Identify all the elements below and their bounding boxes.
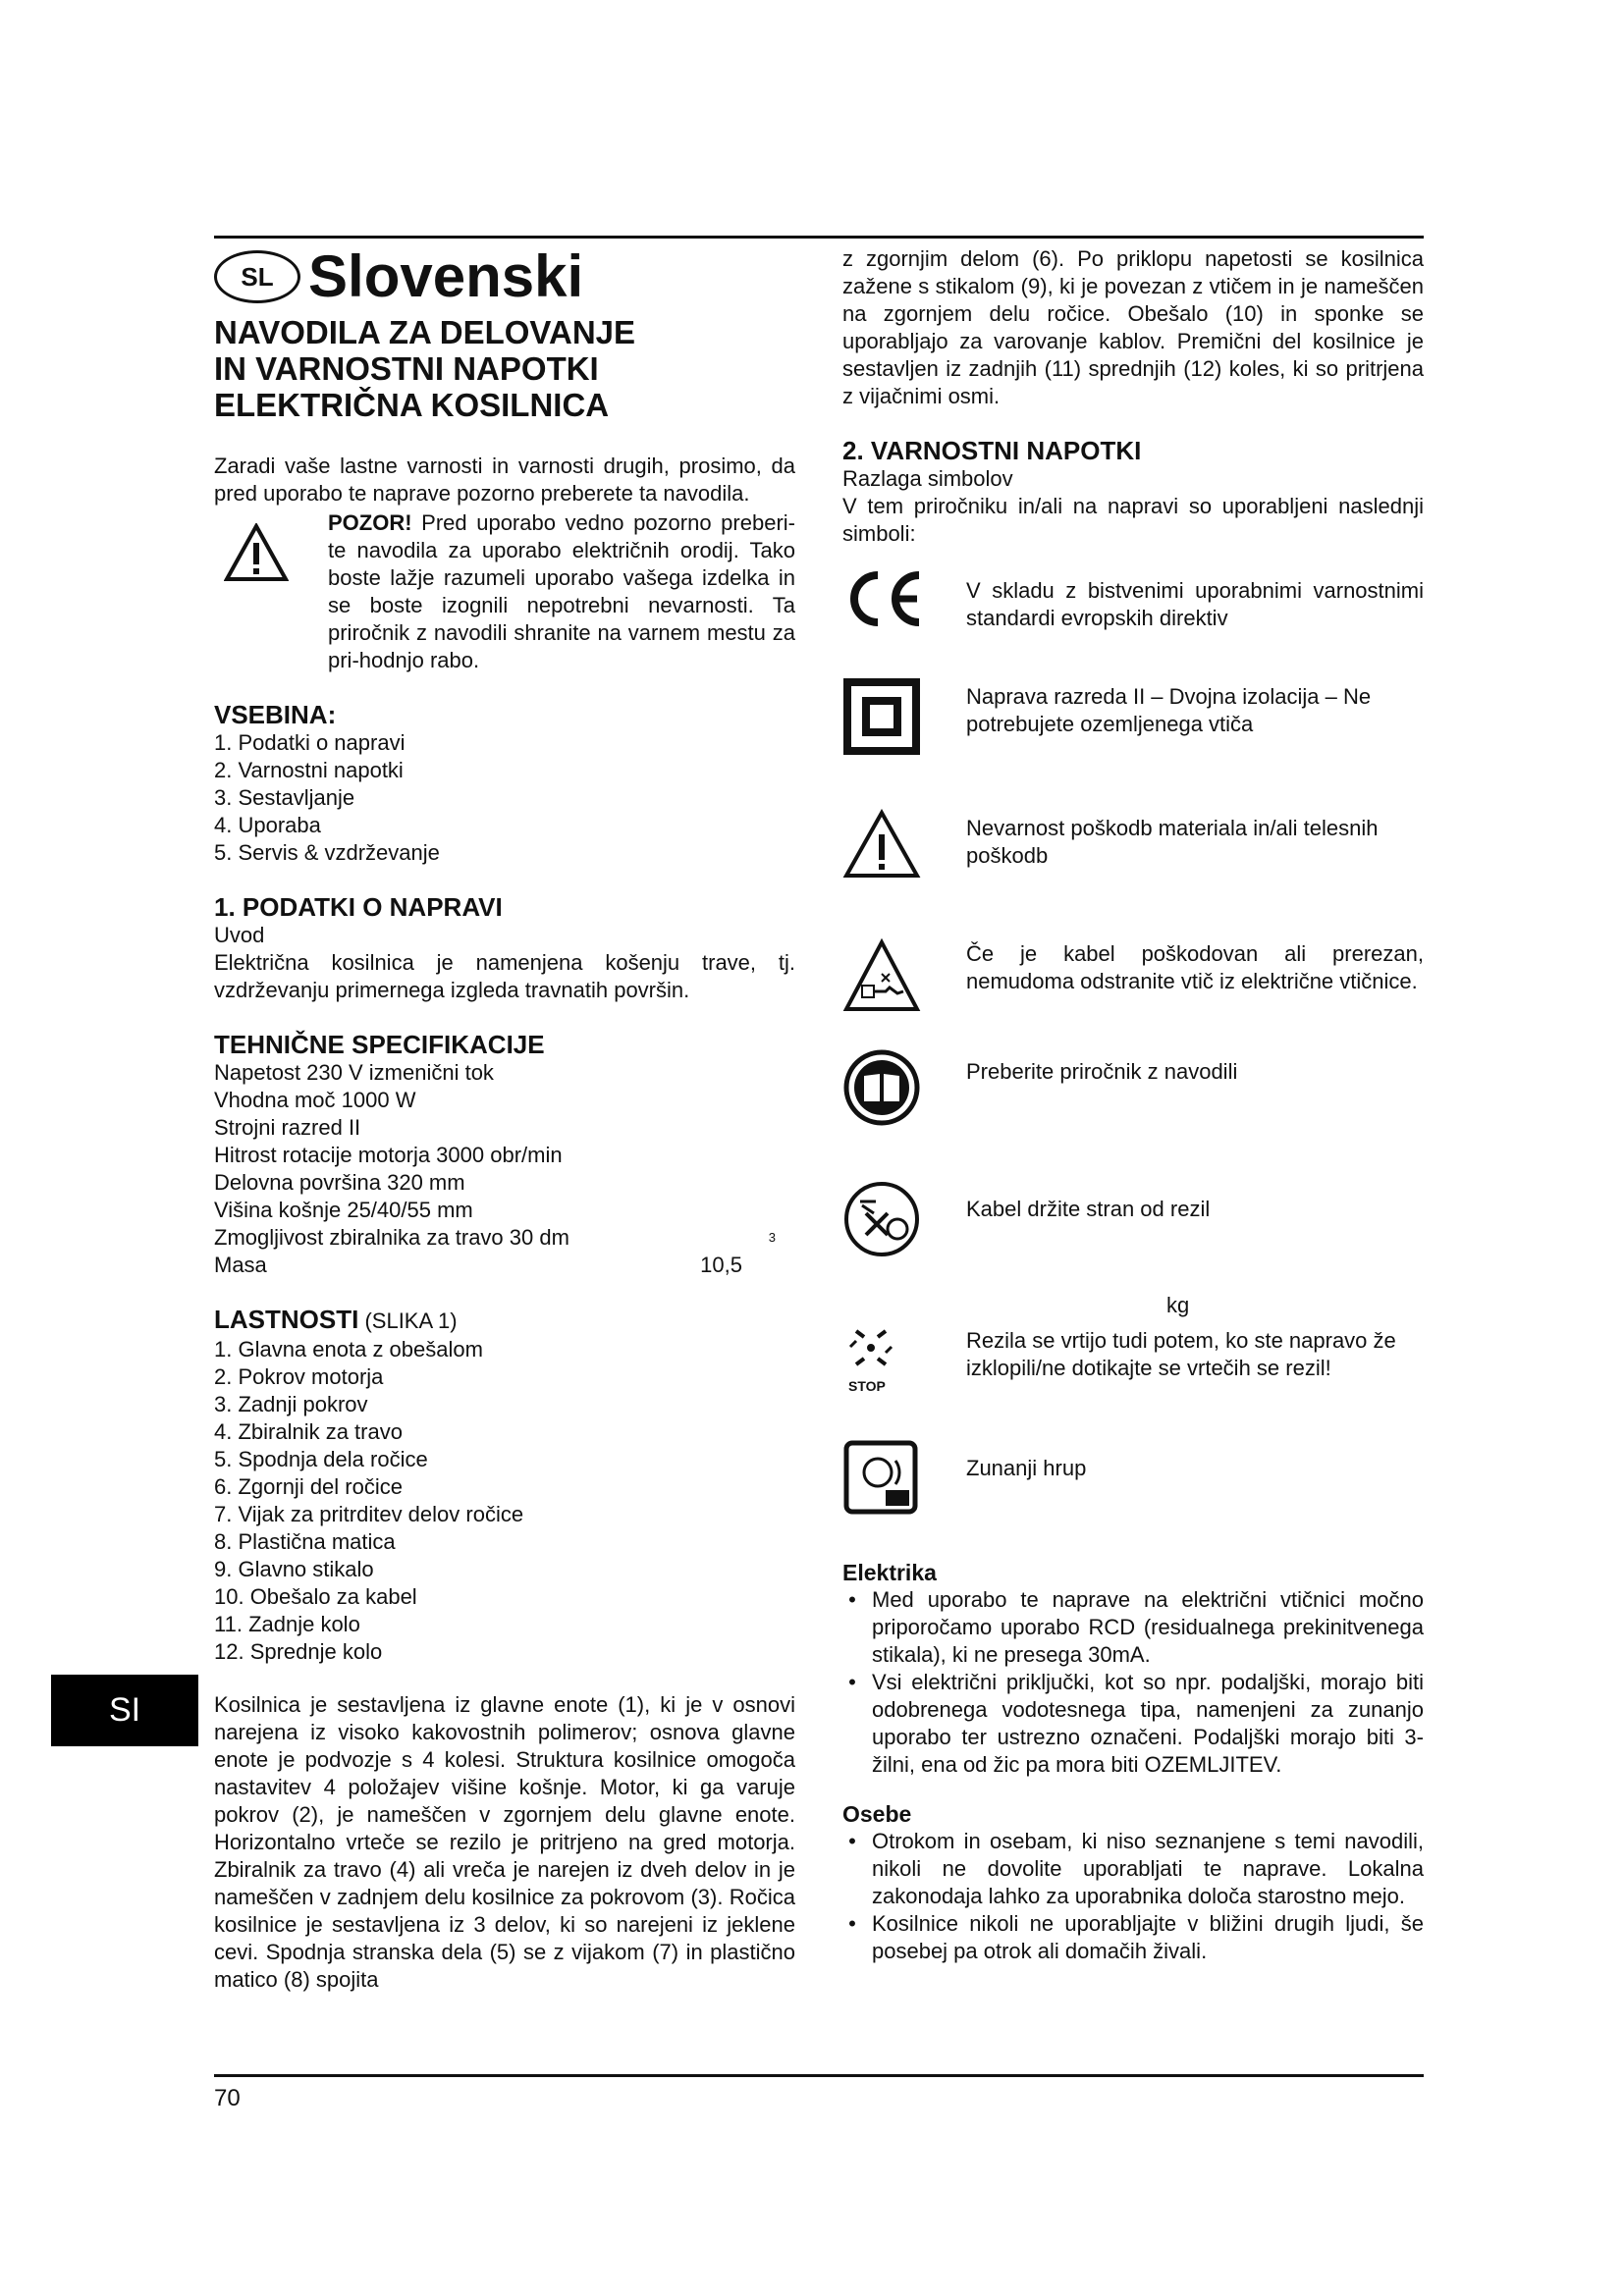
section2: [842, 436, 1424, 548]
language-brand: [214, 245, 795, 308]
capacity-sup: 3: [768, 1230, 776, 1245]
title-line: ELEKTRIČNA KOSILNICA: [214, 387, 610, 423]
features-description: Kosilnica je sestavljena iz glavne enote (1), ki je v osnovi narejena iz visoko kakovostnih polimerov; osnova glavne enote je podvozje s 4 kolesi. Struktura kosilnice omogoča nastavitev 4 položajev višine košnje. Motor, ki ga varuje pokrov (2), je nameščen v zgornjem delu glavne enote. Horizontalno vrteče se rezilo je pritrjeno na gred motorja. Zbiralnik za travo (4) ali vreča je narejen iz dveh delov in je nameščen v zadnjem delu kosilnice za pokrovom (3). Ročica kosilnice je sestavljena iz 3 delov, ki so narejeni iz jeklene cevi. Spodnja stranska dela (5) se z vijakom (7) in plastično matico (8) spojita: [214, 1692, 795, 1992]
caution-text: [328, 509, 795, 674]
section2-intro: V tem priročniku in/ali na napravi so uporabljeni naslednji simboli:: [842, 494, 1424, 546]
symbol-icon-cell: [842, 1439, 966, 1516]
intro-text: Zaradi vaše lastne varnosti in varnosti drugih, prosimo, da pred uporabo te naprave pozorno preberete ta navodila.: [214, 454, 795, 506]
list-item: 1. Glavna enota z obešalom: [214, 1337, 483, 1362]
symbol-row: [842, 1180, 1424, 1286]
list-item: 3. Zadnji pokrov: [214, 1392, 368, 1416]
symbol-text: Preberite priročnik z navodili: [966, 1059, 1238, 1084]
electrics-heading: Elektrika: [842, 1560, 937, 1585]
symbol-icon-cell: [842, 1323, 966, 1400]
features-note: (SLIKA 1): [358, 1308, 458, 1333]
bottom-rule: [214, 2074, 1424, 2077]
symbol-text: Naprava razreda II – Dvojna izolacija – Ne potrebujete ozemljenega vtiča: [966, 684, 1372, 736]
bullet: •: [842, 1587, 856, 1612]
symbol-icon-cell: [842, 809, 966, 880]
list-item: 12. Sprednje kolo: [214, 1639, 383, 1664]
page-title: [214, 314, 795, 423]
electrics-section: [842, 1559, 1424, 1779]
list-item: 3. Sestavljanje: [214, 785, 355, 810]
spec-row: Hitrost rotacije motorja 3000 obr/min: [214, 1143, 563, 1167]
language-name: Slovenski: [308, 243, 584, 309]
features-title: LASTNOSTI: [214, 1305, 359, 1334]
features-section: [214, 1305, 795, 1994]
features-list: [214, 1336, 795, 1666]
noise-level-icon: [842, 1439, 919, 1516]
symbol-text: Če je kabel poškodovan ali prerezan, nemudoma odstranite vtič iz električne vtičnice.: [966, 941, 1424, 993]
warning-triangle-icon: [224, 523, 289, 582]
title-line: NAVODILA ZA DELOVANJE: [214, 314, 636, 350]
symbol-icon-cell: [842, 938, 966, 1013]
list-item: 5. Spodnja dela ročice: [214, 1447, 428, 1471]
symbol-row: [842, 1323, 1424, 1431]
list-item: 9. Glavno stikalo: [214, 1557, 374, 1581]
symbol-text: Zunanji hrup: [966, 1456, 1087, 1480]
symbol-row: [842, 567, 1424, 669]
language-badge: SL: [214, 250, 300, 303]
bullet-text: Med uporabo te naprave na električni vtičnici močno priporočamo uporabo RCD (residualnega prekinitvenega stikala), ki ne presega 30mA.: [872, 1587, 1424, 1667]
capacity-label: Zmogljivost zbiralnika za travo 30 dm: [214, 1225, 569, 1250]
symbol-icon-cell: [842, 567, 966, 630]
bullet: •: [842, 1911, 856, 1936]
symbol-icon-cell: [842, 677, 966, 756]
symbol-text: V skladu z bistvenimi uporabnimi varnostnimi standardi evropskih direktiv: [966, 578, 1424, 630]
symbol-row: [842, 938, 1424, 1048]
spec-row: Delovna površina 320 mm: [214, 1170, 465, 1195]
mass-value: 10,5: [700, 1253, 742, 1277]
symbol-text: Rezila se vrtijo tudi potem, ko ste napravo že izklopili/ne dotikajte se vrtečih se rezil!: [966, 1328, 1396, 1380]
list-item: [842, 1586, 1424, 1669]
section1-sub: Uvod: [214, 923, 265, 947]
caution-block: [214, 509, 795, 674]
section1: [214, 892, 795, 1004]
symbol-text: Nevarnost poškodb materiala in/ali telesnih poškodb: [966, 816, 1379, 868]
list-item: 10. Obešalo za kabel: [214, 1584, 417, 1609]
stop-label: STOP: [848, 1378, 886, 1394]
caution-body: Pred uporabo vedno pozorno preberi-te navodila za uporabo električnih orodij. Tako boste lažje razumeli uporabo vašega izdelka in se boste izognili nepotrebni nevarnosti. Ta priročnik z navodili shranite na varnem mestu za pri-hodnjo rabo.: [328, 510, 795, 672]
title-line: IN VARNOSTNI NAPOTKI: [214, 350, 599, 387]
warning-triangle-icon: [842, 809, 921, 880]
spec-row: Strojni razred II: [214, 1115, 361, 1140]
list-item: [842, 1828, 1424, 1910]
symbol-icon-cell: [842, 1180, 966, 1258]
page-number: 70: [214, 2085, 241, 2111]
list-item: [842, 1669, 1424, 1779]
mass-unit: kg: [1166, 1293, 1190, 1317]
list-item: 11. Zadnje kolo: [214, 1612, 360, 1636]
left-column: [214, 245, 795, 1994]
symbol-row: [842, 1048, 1424, 1180]
list-item: 2. Pokrov motorja: [214, 1364, 384, 1389]
list-item: 8. Plastična matica: [214, 1529, 396, 1554]
features-heading: [214, 1305, 795, 1336]
section1-text: Električna kosilnica je namenjena košenju trave, tj. vzdrževanju primernega izgleda travnatih površin.: [214, 950, 795, 1002]
spec-mass: [214, 1252, 795, 1279]
section1-heading: 1. PODATKI O NAPRAVI: [214, 892, 503, 922]
top-rule: [214, 236, 1424, 239]
cable-away-icon: [842, 1180, 921, 1258]
section2-heading: 2. VARNOSTNI NAPOTKI: [842, 436, 1142, 465]
symbol-row: [842, 677, 1424, 809]
persons-section: [842, 1800, 1424, 1965]
section2-sub: Razlaga simbolov: [842, 466, 1013, 491]
blade-rotation-icon: [842, 1323, 901, 1372]
list-item: 7. Vijak za pritrditev delov ročice: [214, 1502, 524, 1526]
persons-heading: Osebe: [842, 1801, 912, 1827]
ce-mark-icon: [842, 567, 925, 630]
contents-list: [214, 729, 795, 867]
spec-row: Vhodna moč 1000 W: [214, 1088, 416, 1112]
mass-label: Masa: [214, 1253, 267, 1277]
symbol-row: [842, 809, 1424, 938]
symbol-icon-cell: [842, 1048, 966, 1127]
features-continuation: z zgornjim delom (6). Po priklopu napetosti se kosilnica zažene s stikalom (9), ki je povezan z vtičem in je nameščen na zgornjem delu ročice. Obešalo (10) in sponke se uporabljajo za varovanje kablov. Premični del kosilnice je sestavljen iz zadnjih (11) sprednjih (12) koles, ki so pritrjena z vijačnimi osmi.: [842, 246, 1424, 408]
caution-label: POZOR!: [328, 510, 412, 535]
read-manual-icon: [842, 1048, 921, 1127]
spec-row: Višina košnje 25/40/55 mm: [214, 1198, 473, 1222]
double-insulation-icon: [842, 677, 921, 756]
spec-capacity: [214, 1224, 795, 1252]
list-item: 4. Zbiralnik za travo: [214, 1419, 403, 1444]
spec-row: Napetost 230 V izmenični tok: [214, 1060, 494, 1085]
bullet: •: [842, 1829, 856, 1853]
list-item: 5. Servis & vzdrževanje: [214, 840, 440, 865]
symbol-text: Kabel držite stran od rezil: [966, 1197, 1211, 1221]
damaged-cable-icon: [842, 938, 921, 1013]
list-item: [842, 1910, 1424, 1965]
language-tab: SI: [51, 1675, 198, 1746]
bullet-text: Otrokom in osebam, ki niso seznanjene s temi navodili, nikoli ne dovolite uporabljati te naprave. Lokalna zakonodaja lahko za uporabnika določa starostno mejo.: [872, 1829, 1424, 1908]
symbol-row: [842, 1439, 1424, 1547]
bullet-text: Kosilnice nikoli ne uporabljajte v bližini drugih ljudi, še posebej pa otrok ali domačih živali.: [872, 1911, 1424, 1963]
specs-heading: TEHNIČNE SPECIFIKACIJE: [214, 1030, 545, 1059]
bullet: •: [842, 1670, 856, 1694]
specs-section: [214, 1030, 795, 1279]
list-item: 1. Podatki o napravi: [214, 730, 406, 755]
list-item: 6. Zgornji del ročice: [214, 1474, 403, 1499]
contents-section: [214, 700, 795, 867]
list-item: 2. Varnostni napotki: [214, 758, 404, 782]
contents-heading: VSEBINA:: [214, 700, 337, 729]
bullet-text: Vsi električni priključki, kot so npr. podaljški, morajo biti odobrenega vodotesnega tipa, namenjeni za zunanjo uporabo ter ustrezno označeni. Podaljški morajo biti 3-žilni, ena od žic pa mora biti OZEMLJITEV.: [872, 1670, 1424, 1777]
list-item: 4. Uporaba: [214, 813, 321, 837]
right-column: [842, 245, 1424, 1965]
